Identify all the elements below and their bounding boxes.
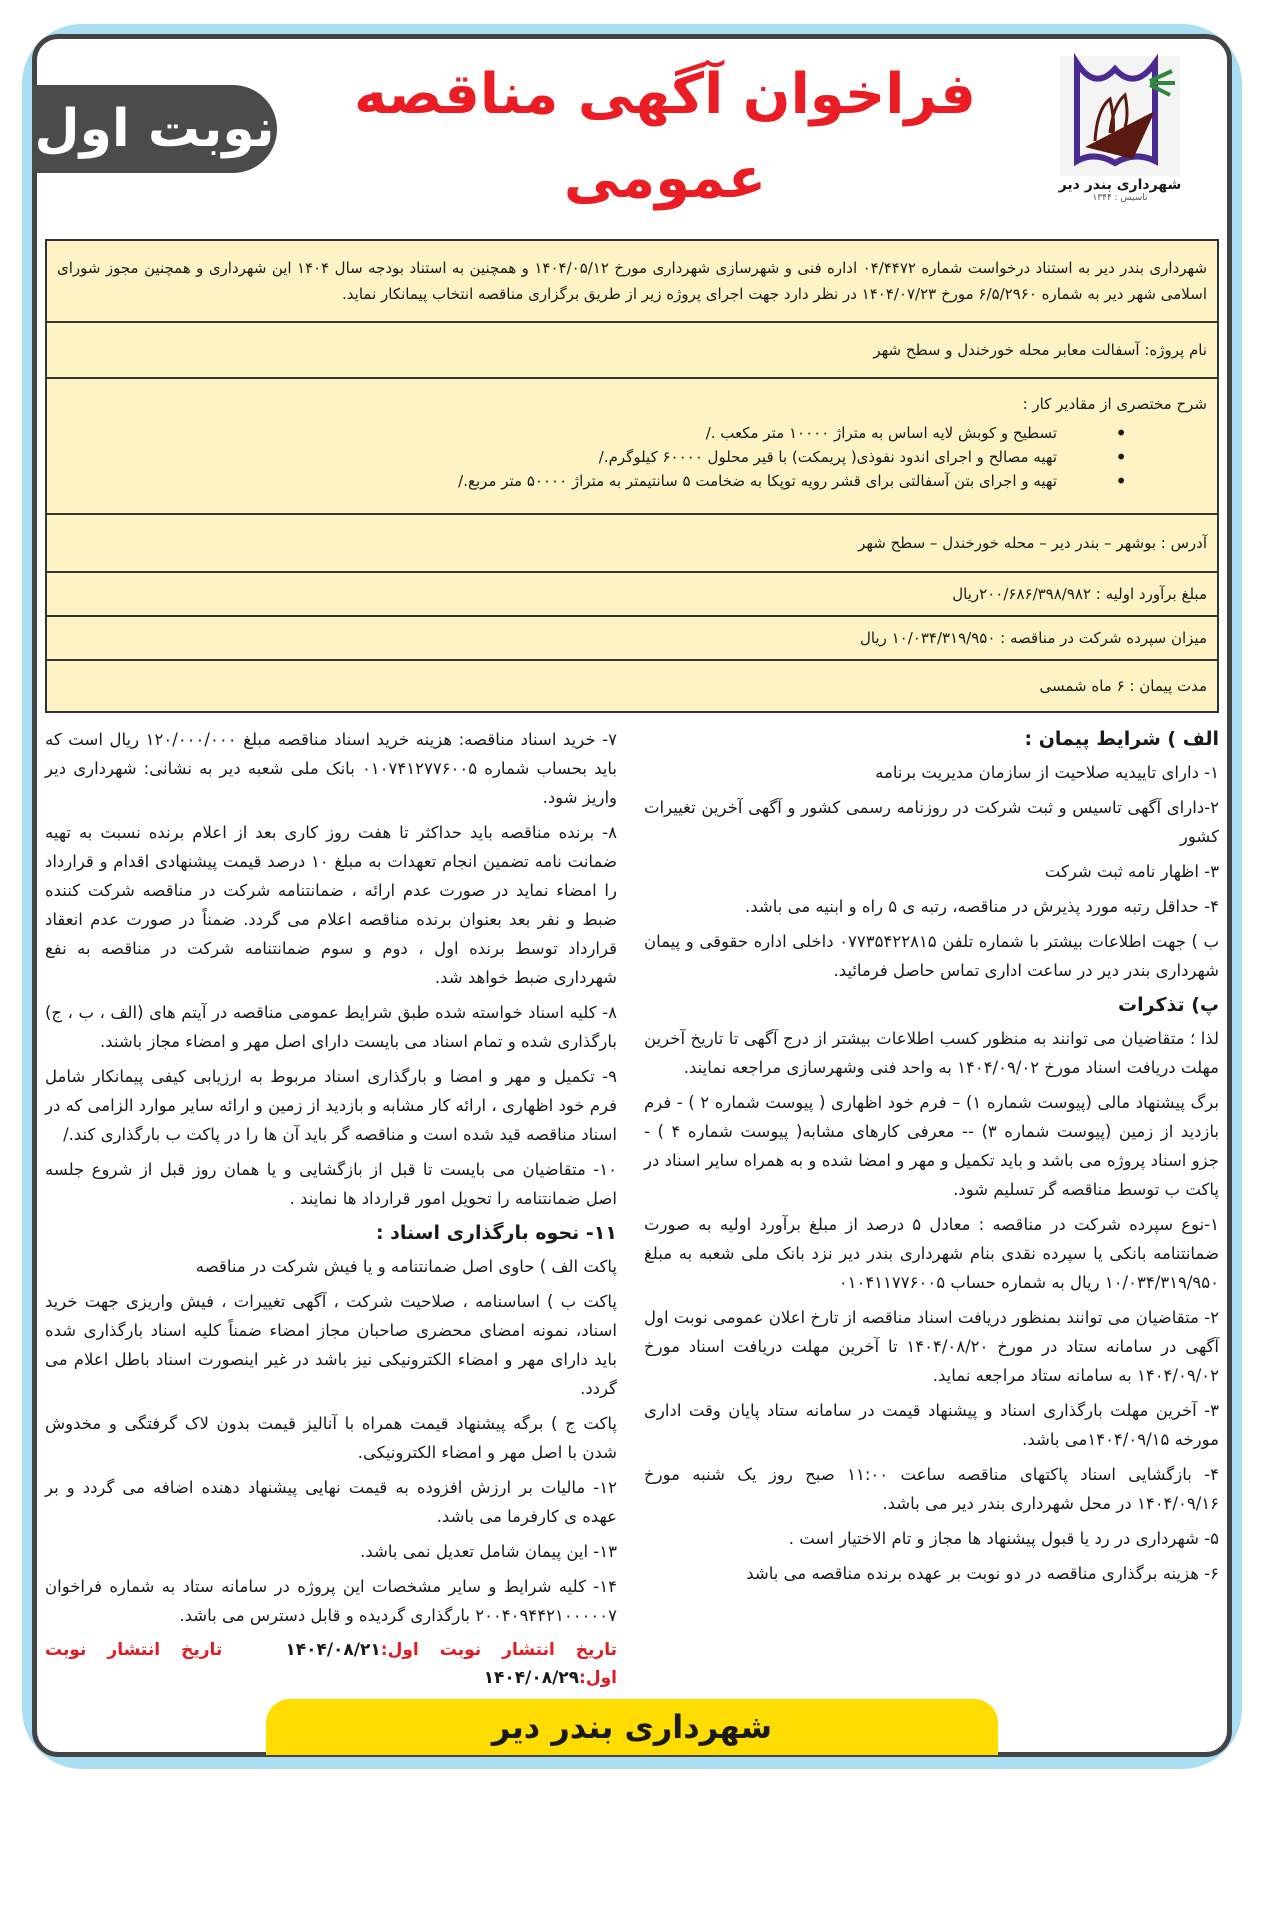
condition-item: ب ) جهت اطلاعات بیشتر با شماره تلفن ۰۷۷۳۵۴۲۲۸۱۵ داخلی اداره حقوقی و پیمان شهرداری بندر دیر در ساعت اداری تماس حاصل فرمائید. bbox=[644, 932, 1219, 980]
condition-item: ۲-دارای آگهی تاسیس و ثبت شرکت در روزنامه رسمی کشور و آگهی آخرین تغییرات کشور bbox=[644, 798, 1219, 846]
section-heading: الف ) شرایط پیمان : bbox=[1024, 728, 1219, 750]
title-line-2: عمومی bbox=[563, 146, 767, 211]
condition-item: ۳- اظهار نامه ثبت شرکت bbox=[1044, 862, 1219, 881]
work-item: • تسطیح و کوبش لایه اساس به متراژ ۱۰۰۰۰ متر مکعب ./ bbox=[57, 421, 1057, 445]
notice-header bbox=[34, 39, 1219, 239]
duration-row: مدت پیمان : ۶ ماه شمسی bbox=[47, 659, 1217, 711]
condition-item: ۴- حداقل رتبه مورد پذیرش در مناقصه، رتبه ی ۵ راه و ابنیه می باشد. bbox=[744, 897, 1219, 916]
condition-item: ۱- دارای تاییدیه صلاحیت از سازمان مدیریت برنامه bbox=[875, 763, 1219, 782]
condition-item: ۱۰- متقاضیان می بایست تا قبل از بازگشایی و یا همان روز قبل از شروع جلسه اصل ضمانتنامه را تحویل امور قرارداد ها نمایند . bbox=[45, 1160, 617, 1208]
condition-item: ۹- تکمیل و مهر و امضا و بارگذاری اسناد مربوط به ارزیابی کیفی پیمانکار شامل فرم خود اظهاری ، ارائه کار مشابه و بازدید از زمین و ارائه سایر موارد الزامی که در اسناد مناقصه قید شده است و مناقصه گر باید آن ها را در پاکت ب بارگذاری کند./ bbox=[45, 1067, 617, 1144]
condition-item: ۸- برنده مناقصه باید حداکثر تا هفت روز کاری بعد از اعلام برنده نسبت به تهیه ضمانت نامه تضمین انجام تعهدات به مبلغ ۱۰ درصد قیمت پیشنهادی اقدام و قرارداد را امضاء نماید در صورت عدم ارائه ، ضمانتنامه شرکت در مناقصه شرکت کننده ضبط و نفر بعد بعنوان برنده مناقصه اعلام می گردد. ضمناً در صورت عدم انعقاد قرارداد توسط برنده اول ، دوم و سوم ضمانتنامه شرکت در مناقصه به نفع شهرداری ضبط خواهد شد. bbox=[45, 823, 618, 987]
work-item: • تهیه مصالح و اجرای اندود نفوذی( پریمکت) با قیر محلول ۶۰۰۰۰ کیلوگرم./ bbox=[57, 445, 1057, 469]
conditions-column-left bbox=[45, 725, 617, 1692]
condition-item: ۶- هزینه برگذاری مناقصه در دو نوبت بر عهده برنده مناقصه می باشد bbox=[746, 1564, 1219, 1583]
condition-item: برگ پیشنهاد مالی (پیوست شماره ۱) – فرم خود اظهاری ( پیوست شماره ۲ ) - فرم بازدید از زمین (پیوست شماره ۳) -- معرفی کارهای مشابه( پیوست شماره ۴ ) - جزو اسناد پروژه می باشد و باید تکمیل و مهر و امضا شده و به همراه سایر اسناد در پاکت ب توسط مناقصه گر تسلیم شود. bbox=[644, 1093, 1220, 1199]
intro-row: شهرداری بندر دیر به استناد درخواست شماره ۰۴/۴۴۷۲ اداره فنی و شهرسازی شهرداری مورخ ۱۴۰۴/۰۵/۱۲ و همچنین به استناد بودجه سال ۱۴۰۴ این شهرداری و همچنین مجوز شورای اسلامی شهر دیر به شماره ۶/۵/۲۹۶۰ مورخ ۱۴۰۴/۰۷/۲۳ در نظر دارد جهت اجرای پروژه زیر از طریق برگزاری مناقصه انتخاب پیمانکار نماید. bbox=[57, 259, 1208, 303]
condition-item: ۱-نوع سپرده شرکت در مناقصه : معادل ۵ درصد از مبلغ برآورد اولیه به صورت ضمانتنامه بانکی یا سپرده نقدی بنام شهرداری بندر دیر نزد بانک ملی شعبه به مبلغ ۱۰/۰۳۴/۳۱۹/۹۵۰ ریال به شماره حساب ۰۱۰۴۱۱۷۷۶۰۰۵ bbox=[644, 1215, 1219, 1292]
work-items-list bbox=[57, 421, 1057, 493]
condition-item: ۳- آخرین مهلت بارگذاری اسناد و پیشنهاد قیمت در سامانه ستاد پایان وقت اداری مورخه ۱۴۰۴/۰۹/۱۵می باشد. bbox=[644, 1401, 1219, 1449]
condition-item: پاکت ب ) اساسنامه ، صلاحیت شرکت ، آگهی تغییرات ، فیش واریزی جهت خرید اسناد، نمونه امضای محضری صاحبان مجاز امضاء ضمناً کلیه اسناد بارگذاری شده باید دارای مهر و امضاء الکترونیکی نیز باشد در غیر اینصورت اسناد باطل اعلام می گردد. bbox=[45, 1292, 617, 1398]
publish-date-1: ۱۴۰۴/۰۸/۲۱ bbox=[285, 1640, 381, 1660]
condition-item: ۵- شهرداری در رد یا قبول پیشنهاد ها مجاز و تام الاختیار است . bbox=[788, 1529, 1219, 1548]
publish-dates bbox=[45, 1636, 617, 1692]
condition-item: ۱۳- این پیمان شامل تعدیل نمی باشد. bbox=[360, 1542, 617, 1561]
condition-item: ۴- بازگشایی اسناد پاکتهای مناقصه ساعت ۱۱:۰۰ صبح روز یک شنبه مورخ ۱۴۰۴/۰۹/۱۶ در محل شهرداری بندر دیر می باشد. bbox=[644, 1465, 1219, 1513]
project-info-table bbox=[45, 239, 1219, 713]
work-description-title: شرح مختصری از مقادیر کار : bbox=[1022, 395, 1207, 413]
title-line-1: فراخوان آگهی مناقصه bbox=[354, 62, 976, 127]
tender-notice bbox=[32, 34, 1232, 1757]
condition-item: ۲- متقاضیان می توانند بمنظور دریافت اسناد مناقصه از تارخ اعلان عمومی نوبت اول آگهی در سامانه ستاد در مورخ ۱۴۰۴/۰۸/۲۰ تا آخرین مهلت دریافت اسناد مورخ ۱۴۰۴/۰۹/۰۲ به سامانه ستاد مراجعه نماید. bbox=[644, 1308, 1219, 1385]
condition-item: پاکت ج ) برگه پیشنهاد قیمت همراه با آنالیز قیمت بدون لاک گرفتگی و مخدوش شدن با اصل مهر و امضاء الکترونیکی. bbox=[45, 1414, 617, 1462]
logo-name: شهرداری بندر دیر bbox=[1058, 177, 1182, 193]
condition-item: ۸- کلیه اسناد خواسته شده طبق شرایط عمومی مناقصه در آیتم های (الف ، ب ، ج) بارگذاری شده و تمام اسناد می بایست دارای اصل مهر و امضاء مجاز باشند. bbox=[45, 1003, 617, 1051]
address-row: آدرس : بوشهر – بندر دیر – محله خورخندل – سطح شهر bbox=[47, 513, 1217, 571]
publish-date-2: ۱۴۰۴/۰۸/۲۹ bbox=[483, 1668, 580, 1688]
publish-label-1: تاریخ انتشار نوبت اول: bbox=[380, 1640, 617, 1660]
condition-item: لذا ؛ متقاضیان می توانند به منظور کسب اطلاعات بیشتر از درج آگهی تا تاریخ آخرین مهلت دریافت اسناد مورخ ۱۴۰۴/۰۹/۰۲ به واحد فنی وشهرسازی مراجعه نمایند. bbox=[644, 1029, 1219, 1077]
estimate-row: مبلغ برآورد اولیه : ۲۰۰/۶۸۶/۳۹۸/۹۸۲ریال bbox=[47, 571, 1217, 615]
section-heading: پ) تذکرات bbox=[1118, 994, 1219, 1016]
footer-municipality-banner: شهرداری بندر دیر bbox=[266, 1699, 998, 1755]
condition-item: ۷- خرید اسناد مناقصه: هزینه خرید اسناد مناقصه مبلغ ۱۲۰/۰۰۰/۰۰۰ ریال است که باید بحساب شماره ۰۱۰۷۴۱۲۷۷۶۰۰۵ بانک ملی شعبه دیر به نشانی: شهرداری دیر واریز شود. bbox=[45, 730, 617, 807]
project-name-row: نام پروژه: آسفالت معابر محله خورخندل و سطح شهر bbox=[47, 321, 1217, 377]
condition-item: ۱۴- کلیه شرایط و سایر مشخصات این پروژه در سامانه ستاد به شماره فراخوان ۲۰۰۴۰۹۴۴۲۱۰۰۰۰۰۷ بارگذاری گردیده و قابل دسترس می باشد. bbox=[45, 1577, 617, 1625]
deposit-row: میزان سپرده شرکت در مناقصه : ۱۰/۰۳۴/۳۱۹/۹۵۰ ریال bbox=[47, 615, 1217, 659]
condition-item: ۱۲- مالیات بر ارزش افزوده به قیمت نهایی پیشنهاد دهنده اضافه می گردد و بر عهده ی کارفرما می باشد. bbox=[45, 1478, 617, 1526]
page-title bbox=[295, 53, 1035, 221]
background-frame bbox=[22, 24, 1242, 1769]
section-heading: ۱۱- نحوه بارگذاری اسناد : bbox=[375, 1222, 617, 1244]
logo-founded: تاسیس : ۱۳۴۴ bbox=[1092, 193, 1148, 203]
work-description-row bbox=[47, 377, 1217, 513]
publish-label-2: تاریخ انتشار نوبت اول: bbox=[45, 1640, 617, 1688]
conditions-column-right bbox=[644, 725, 1219, 1692]
round-badge: نوبت اول bbox=[32, 85, 277, 173]
conditions-columns bbox=[45, 725, 1219, 1692]
work-item: • تهیه و اجرای بتن آسفالتی برای قشر رویه توپکا به ضخامت ۵ سانتیمتر به متراژ ۵۰۰۰۰ متر مربع./ bbox=[57, 469, 1057, 493]
condition-item: پاکت الف ) حاوی اصل ضمانتنامه و یا فیش شرکت در مناقصه bbox=[195, 1257, 617, 1276]
municipality-logo bbox=[1035, 51, 1205, 223]
logo-emblem-icon bbox=[1055, 51, 1185, 181]
